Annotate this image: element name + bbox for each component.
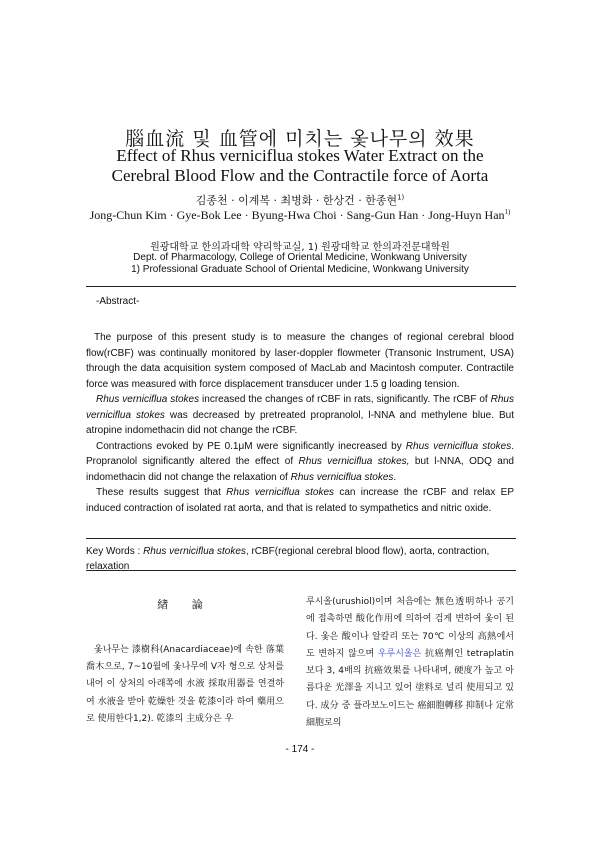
abstract-text: was decreased by pretreated propranolol, l-NNA and methylene blue. But atropine indomethacin did not change the rCBF. xyxy=(86,409,514,436)
authors-korean-names: 김종천 · 이계복 · 최병화 · 한상건 · 한종현 xyxy=(195,194,398,207)
title-english-line1: Effect of Rhus verniciflua stokes Water Extract on the xyxy=(116,146,484,165)
authors-korean-sup: 1) xyxy=(397,193,405,202)
authors-english-sup: 1) xyxy=(504,208,511,216)
keywords-list: , rCBF(regional cerebral blood flow), aorta, contraction, relaxation xyxy=(86,546,490,572)
affiliation-english-2: 1) Professional Graduate School of Oriental Medicine, Wonkwang University xyxy=(131,264,469,275)
affiliation-korean: 원광대학교 한의과대학 약리학교실, 1) 원광대학교 한의과전문대학원 xyxy=(150,242,450,253)
species-name: Rhus verniciflua stokes xyxy=(226,487,335,498)
intro-right-column xyxy=(306,594,514,732)
abstract-text: increased the changes of rCBF in rats, significantly. The rCBF of xyxy=(199,394,491,405)
abstract-paragraph-3 xyxy=(86,439,514,486)
authors-english-names: Jong-Chun Kim · Gye-Bok Lee · Byung-Hwa Choi · Sang-Gun Han · Jong-Huyn Han xyxy=(89,208,505,222)
title-english-line2: Cerebral Blood Flow and the Contractile force of Aorta xyxy=(111,166,489,185)
species-name: Rhus verniciflua stokes xyxy=(86,394,514,421)
keywords-bottom-rule xyxy=(86,570,516,571)
intro-right-text: 루시올(urushiol)이며 처음에는 無色透明하나 공기에 접촉하면 酸化作用에 의하여 검게 변하여 옻이 된다. 옻은 酸이나 알칼리 또는 70℃ 이상의 高熱에서도 변하지 않으며 xyxy=(306,597,514,659)
page-number: - 174 - xyxy=(285,744,315,755)
species-name: Rhus verniciflua stokes xyxy=(290,471,394,483)
authors-korean xyxy=(0,192,600,208)
abstract-text: . xyxy=(393,471,397,483)
intro-highlight-text: 우루시올은 xyxy=(377,648,422,659)
keywords-label: Key Words : xyxy=(86,546,144,557)
abstract-bottom-rule xyxy=(86,538,516,539)
abstract-top-rule xyxy=(86,286,516,287)
keywords-species: Rhus verniciflua stokes xyxy=(143,546,246,557)
abstract-text: . Propranolol significantly altered the effect of xyxy=(86,440,514,467)
abstract-text: These results suggest that xyxy=(96,487,227,498)
abstract-paragraph-2 xyxy=(86,392,514,439)
abstract-body xyxy=(86,330,514,516)
intro-right-text: 抗癌劑인 tetraplatin보다 3, 4배의 抗癌效果를 나타내며, 硬度가 높고 아름다운 光澤을 지니고 있어 塗料로 널리 使用되고 있다. 成分 중 플라보노이드는 癌細胞轉移 抑制나 定常細胞로의 xyxy=(306,648,514,729)
abstract-paragraph-1: The purpose of this present study is to measure the changes of regional cerebral blood flow(rCBF) was continually monitored by laser-doppler flowmeter (Transonic Instrument, USA) through the data acquisition system composed of MacLab and Macintosh computer. Contractile force was measured with force displacement transducer under 1.5 g loading tension. xyxy=(86,332,514,390)
intro-paragraph: 옻나무는 漆樹科(Anacardiaceae)에 속한 落葉喬木으로, 7~10월에 옻나무에 V자 형으로 상처를 내어 이 상처의 아래쪽에 水液 採取用器를 연결하여 水液을 받아 乾燥한 것을 乾漆이라 하여 藥用으로 使用한다1,2). 乾漆의 主成分은 우 xyxy=(86,645,284,724)
abstract-label: -Abstract- xyxy=(96,296,140,307)
abstract-text: Contractions evoked by PE 0.1μM were significantly inecreased by xyxy=(96,440,406,452)
abstract-text: but l-NNA, ODQ and indomethacin did not change the relaxation of xyxy=(86,456,514,483)
intro-left-text xyxy=(86,642,284,728)
authors-english xyxy=(0,208,600,223)
abstract-text: can increase the rCBF and relax EP induced contraction of isolated rat aorta, and that is related to sympathetics and nitric oxide. xyxy=(86,487,514,514)
title-korean: 腦血流 및 血管에 미치는 옻나무의 效果 xyxy=(125,128,475,150)
section-heading: 緖 論 xyxy=(157,598,213,611)
species-name: Rhus verniciflua stokes xyxy=(96,394,200,405)
title-english xyxy=(0,146,600,186)
intro-right-paragraph xyxy=(306,594,514,732)
abstract-paragraph-4 xyxy=(86,485,514,516)
intro-left-column xyxy=(86,596,284,728)
species-name: Rhus verniciflua stokes xyxy=(405,440,512,452)
affiliation-english-1: Dept. of Pharmacology, College of Oriental Medicine, Wonkwang University xyxy=(133,252,467,263)
species-name: Rhus verniciflua stokes, xyxy=(298,456,410,467)
